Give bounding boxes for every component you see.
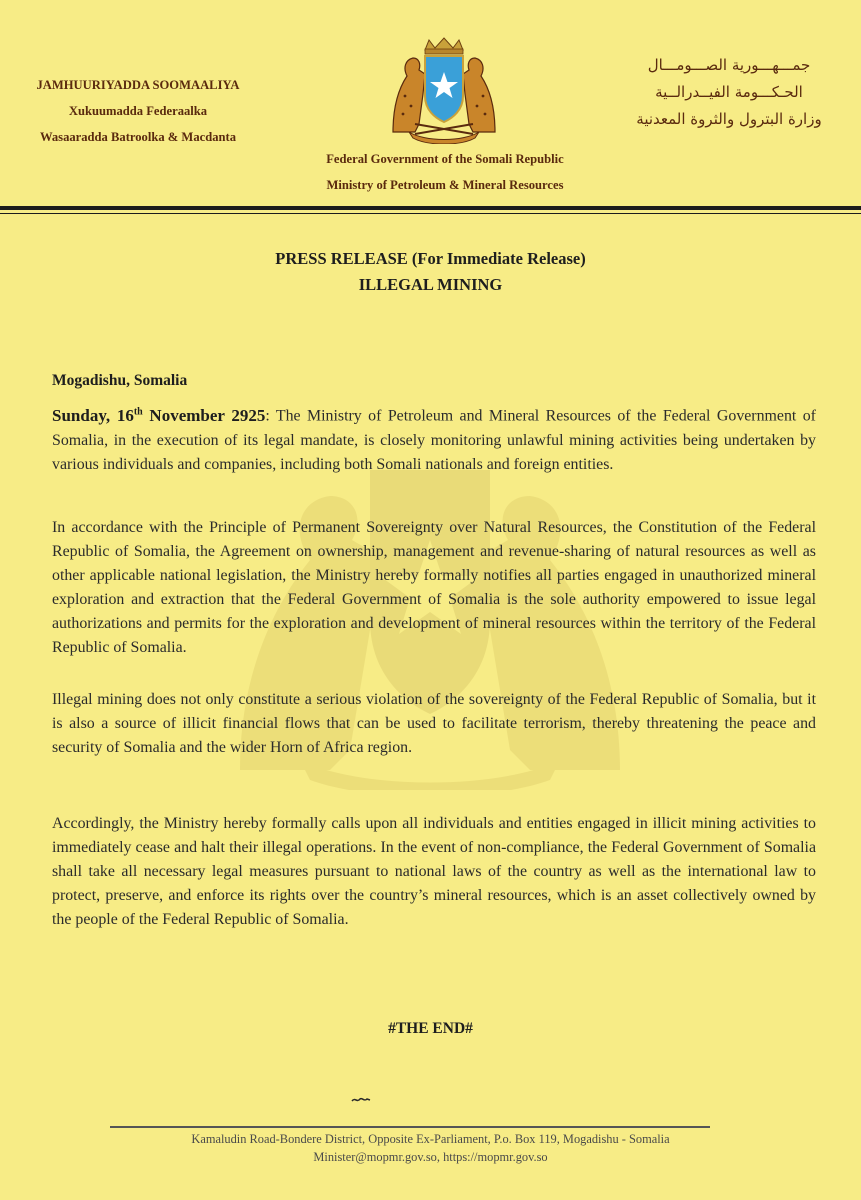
release-date-day: Sunday, 16	[52, 405, 134, 425]
letterhead-somali-line1: JAMHUURIYADDA SOOMAALIYA	[36, 78, 240, 92]
letterhead-divider-thin	[0, 213, 861, 214]
footer-contact: Minister@mopmr.gov.so, https://mopmr.gov.so	[313, 1150, 548, 1164]
letterhead-arabic-line1: جمـــهـــورية الصـــومـــال	[647, 56, 811, 74]
letterhead-divider	[0, 206, 861, 210]
title-line2: ILLEGAL MINING	[358, 275, 503, 294]
release-date-ordinal: th	[133, 406, 143, 417]
paragraph-2: In accordance with the Principle of Permanent Sovereignty over Natural Resources, the Constitution of the Federal Republic of Somalia, the Agreement on ownership, management and revenue-sharing of natural resources as well as other applicable national legislation, the Ministry hereby formally notifies all parties engaged in unauthorized mineral exploration and extraction that the Federal Government of Somalia is the sole authority empowered to issue legal authorizations and permits for the exploration and development of mineral resources within the territory of the Federal Republic of Somalia.	[52, 519, 816, 656]
paragraph-1	[52, 400, 816, 477]
release-date	[52, 406, 265, 425]
letterhead-english	[290, 146, 600, 198]
initials-mark-icon	[351, 1096, 371, 1104]
paragraph-3: Illegal mining does not only constitute a serious violation of the sovereignty of the Federal Republic of Somalia, but it is also a source of illicit financial flows that can be used to facilitate terrorism, thereby threatening the peace and security of Somalia and the wider Horn of Africa region.	[52, 691, 816, 756]
letterhead-english-line1: Federal Government of the Somali Republic	[326, 152, 564, 166]
letterhead-arabic-line3: وزارة البترول والثروة المعدنية	[636, 110, 822, 128]
letterhead-somali	[12, 72, 264, 150]
dateline: Mogadishu, Somalia	[52, 372, 188, 389]
footer	[0, 1130, 861, 1166]
end-marker: #THE END#	[388, 1020, 473, 1037]
footer-address: Kamaludin Road-Bondere District, Opposite Ex-Parliament, P.o. Box 119, Mogadishu - Somalia	[191, 1132, 670, 1146]
letterhead-arabic	[609, 52, 849, 133]
letterhead-somali-line3: Wasaaradda Batroolka & Macdanta	[39, 130, 237, 144]
paragraph-1-text: : The Ministry of Petroleum and Mineral Resources of the Federal Government of Somalia, in the execution of its legal mandate, is closely monitoring unlawful mining activities being undertaken by various individuals and companies, including both Somali nationals and foreign entities.	[52, 407, 816, 473]
footer-divider	[110, 1126, 710, 1128]
paragraph-4: Accordingly, the Ministry hereby formally calls upon all individuals and entities engaged in illicit mining activities to immediately cease and halt their illegal operations. In the event of non-compliance, the Federal Government of Somalia shall take all necessary legal measures pursuant to national laws of the country as well as the international law to protect, preserve, and enforce its rights over the country’s mineral resources, which is an asset collectively owned by the people of the Federal Republic of Somalia.	[52, 815, 816, 928]
letterhead-english-line2: Ministry of Petroleum & Mineral Resources	[326, 178, 564, 192]
letterhead-arabic-line2: الحـكـــومة الفيــدرالــية	[655, 83, 803, 101]
press-release-title	[0, 246, 861, 298]
letterhead-somali-line2: Xukuumadda Federaalka	[68, 104, 208, 118]
title-line1: PRESS RELEASE (For Immediate Release)	[275, 249, 586, 268]
release-date-rest: November 2925	[142, 405, 266, 425]
somali-coat-of-arms-emblem	[385, 36, 503, 144]
